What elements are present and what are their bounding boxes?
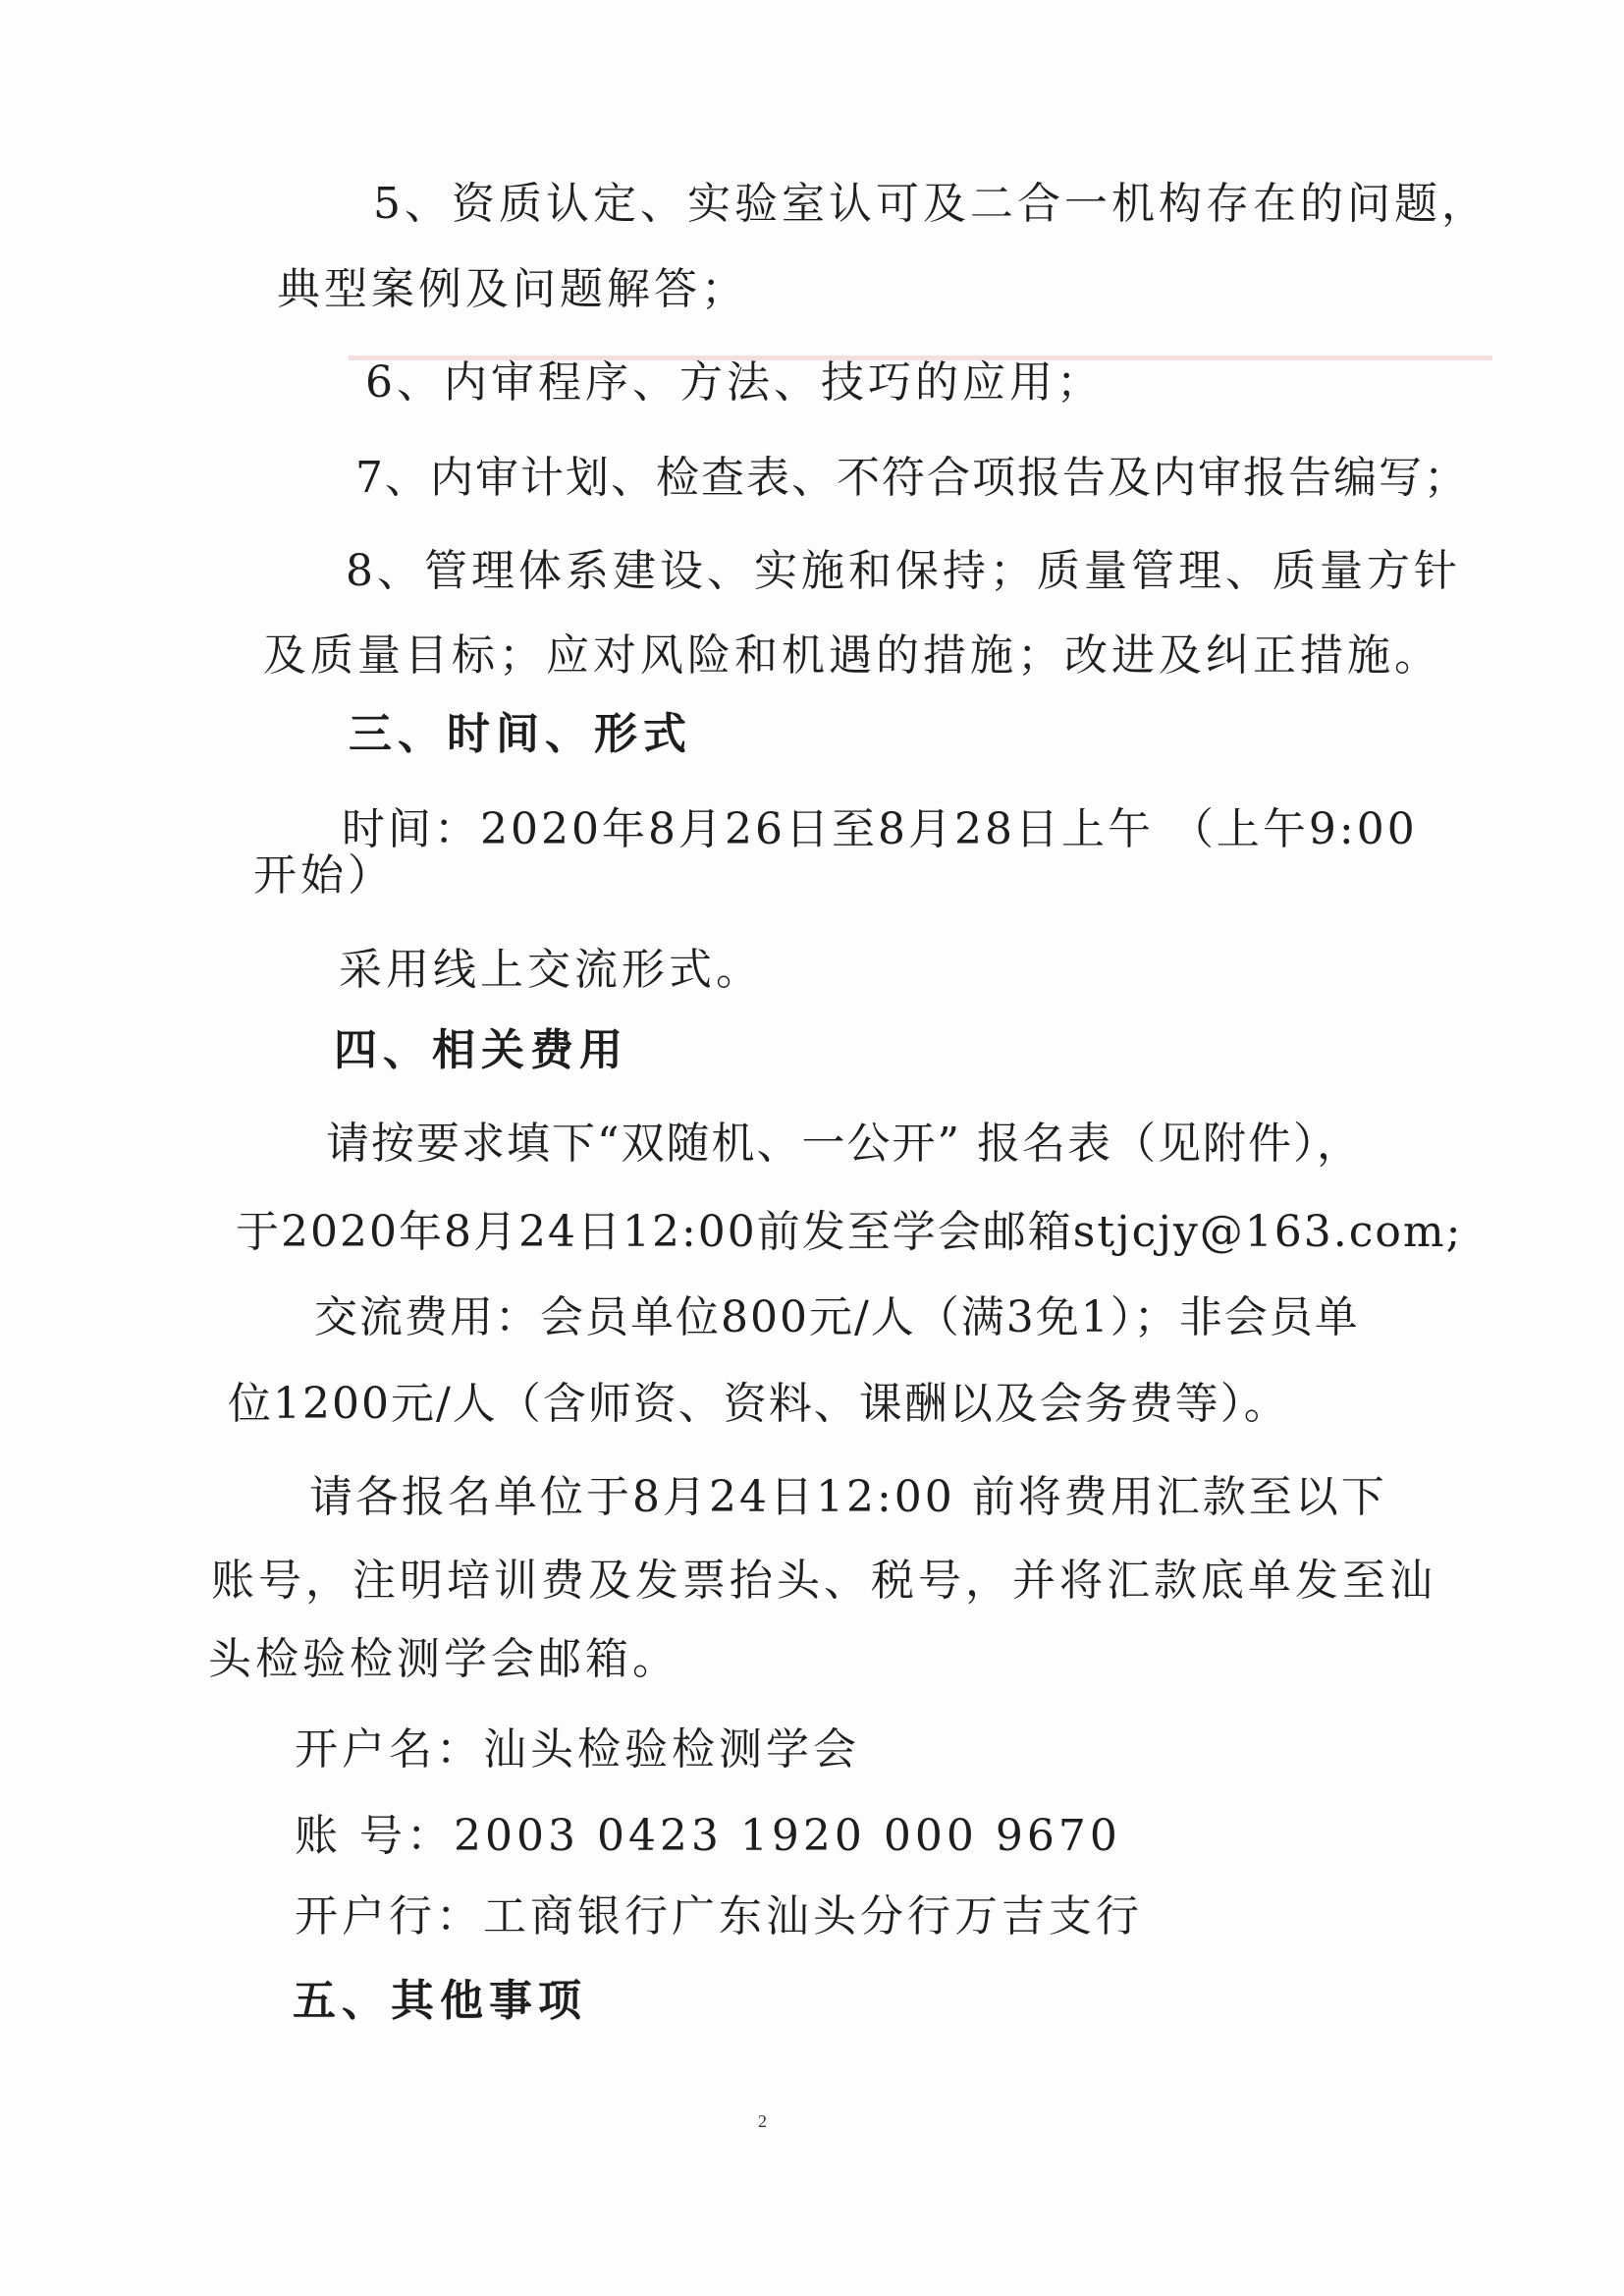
section-4-heading: 四、相关费用 <box>334 1025 628 1075</box>
fee-line-2: 位1200元/人（含师资、资料、课酬以及会务费等）。 <box>228 1379 1289 1429</box>
fee-line-1: 交流费用：会员单位800元/人（满3免1）；非会员单 <box>314 1292 1360 1342</box>
account-number: 账 号：2003 0423 1920 000 9670 <box>295 1811 1121 1861</box>
payment-line-3: 头检验检测学会邮箱。 <box>208 1634 679 1684</box>
bank-name: 开户行：工商银行广东汕头分行万吉支行 <box>295 1891 1143 1941</box>
item-7: 7、内审计划、检查表、不符合项报告及内审报告编写； <box>355 453 1469 503</box>
item-5-line-1: 5、资质认定、实验室认可及二合一机构存在的问题， <box>373 179 1489 229</box>
payment-line-2: 账号，注明培训费及发票抬头、税号，并将汇款底单发至汕 <box>211 1556 1436 1606</box>
item-5-line-2: 典型案例及问题解答； <box>277 264 748 314</box>
section-3-heading: 三、时间、形式 <box>349 709 692 759</box>
item-6: 6、内审程序、方法、技巧的应用； <box>365 357 1104 408</box>
item-8-line-2: 及质量目标；应对风险和机遇的措施；改进及纠正措施。 <box>263 630 1441 681</box>
registration-line-1: 请按要求填下“双随机、一公开” 报名表（见附件）， <box>326 1119 1362 1169</box>
time-line-2: 开始） <box>253 850 395 901</box>
page-number: 2 <box>758 2111 767 2131</box>
account-name: 开户名：汕头检验检测学会 <box>295 1724 860 1775</box>
registration-line-2: 于2020年8月24日12:00前发至学会邮箱stjcjy@163.com; <box>236 1207 1463 1257</box>
item-8-line-1: 8、管理体系建设、实施和保持；质量管理、质量方针 <box>346 546 1461 596</box>
payment-line-1: 请各报名单位于8月24日12:00 前将费用汇款至以下 <box>309 1472 1387 1522</box>
format-line: 采用线上交流形式。 <box>339 945 763 995</box>
section-5-heading: 五、其他事项 <box>293 1976 587 2026</box>
time-line-1: 时间：2020年8月26日至8月28日上午 （上午9:00 <box>342 804 1418 854</box>
